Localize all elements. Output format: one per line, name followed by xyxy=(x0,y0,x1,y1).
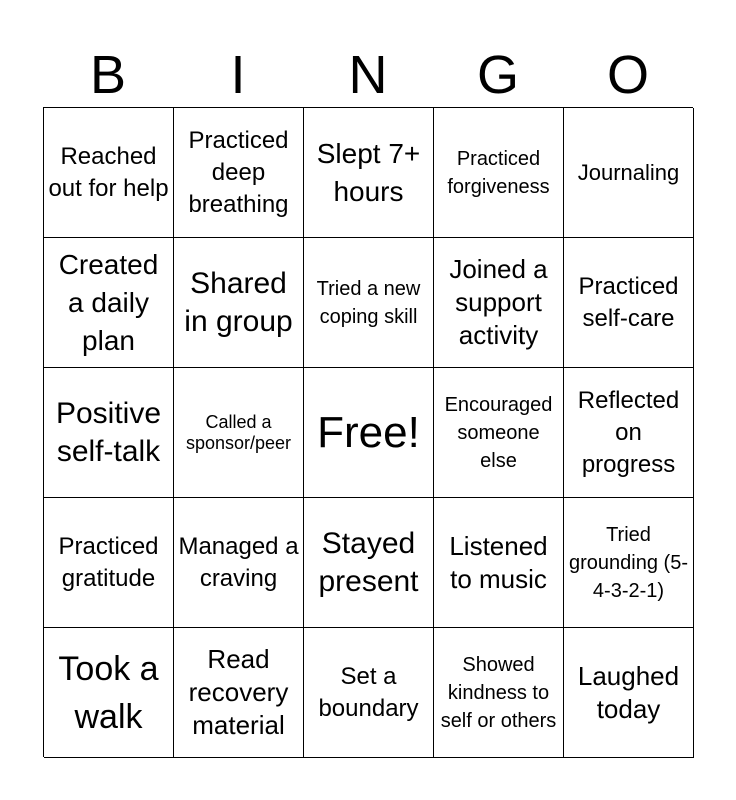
bingo-cell[interactable] xyxy=(434,628,564,758)
bingo-board xyxy=(43,107,693,757)
cell-text: Showed kindness to self or others xyxy=(440,653,557,732)
bingo-cell[interactable] xyxy=(174,368,304,498)
cell-text: Set a boundary xyxy=(318,662,419,722)
cell-text: Created a daily plan xyxy=(58,248,159,356)
bingo-cell[interactable] xyxy=(174,628,304,758)
bingo-cell[interactable] xyxy=(44,108,174,238)
cell-text: Practiced forgiveness xyxy=(447,147,550,198)
bingo-cell[interactable] xyxy=(434,108,564,238)
header-letter-b: B xyxy=(89,45,127,105)
cell-text: Reached out for help xyxy=(48,142,169,202)
bingo-cell[interactable] xyxy=(44,238,174,368)
header-letter-n: N xyxy=(348,45,388,105)
bingo-header xyxy=(43,45,693,105)
bingo-cell[interactable] xyxy=(434,238,564,368)
cell-text: Took a walk xyxy=(58,649,159,736)
cell-text: Positive self-talk xyxy=(55,396,162,468)
cell-text: Tried grounding (5-4-3-2-1) xyxy=(569,523,688,602)
header-letter-o: O xyxy=(606,45,649,105)
bingo-cell[interactable] xyxy=(304,628,434,758)
cell-text: Tried a new coping skill xyxy=(316,277,421,328)
bingo-cell[interactable] xyxy=(44,628,174,758)
cell-text: Called a sponsor/peer xyxy=(185,411,292,453)
bingo-cell[interactable] xyxy=(434,368,564,498)
cell-text: Practiced gratitude xyxy=(58,532,159,592)
bingo-cell[interactable] xyxy=(304,498,434,628)
cell-text: Managed a craving xyxy=(178,532,299,592)
cell-text: Slept 7+ hours xyxy=(316,137,421,207)
bingo-cell[interactable] xyxy=(564,628,694,758)
bingo-cell[interactable] xyxy=(174,238,304,368)
bingo-cell[interactable] xyxy=(174,108,304,238)
bingo-cell[interactable] xyxy=(304,108,434,238)
cell-text: Practiced self-care xyxy=(578,272,679,332)
cell-text: Reflected on progress xyxy=(577,386,680,478)
bingo-cell[interactable] xyxy=(564,108,694,238)
bingo-cell[interactable] xyxy=(434,498,564,628)
bingo-cell[interactable] xyxy=(44,368,174,498)
cell-text: Journaling xyxy=(577,159,680,185)
cell-text: Laughed today xyxy=(577,660,680,724)
free-space-label: Free! xyxy=(317,407,420,457)
bingo-cell[interactable] xyxy=(564,238,694,368)
bingo-cell[interactable] xyxy=(304,238,434,368)
cell-text: Encouraged someone else xyxy=(444,393,553,472)
cell-text: Listened to music xyxy=(449,530,548,594)
cell-text: Stayed present xyxy=(318,526,419,598)
header-letter-i: I xyxy=(230,45,246,105)
bingo-cell[interactable] xyxy=(564,498,694,628)
cell-text: Practiced deep breathing xyxy=(188,126,289,218)
header-letter-g: G xyxy=(476,45,519,105)
cell-text: Shared in group xyxy=(184,266,293,338)
bingo-cell[interactable] xyxy=(564,368,694,498)
bingo-cell[interactable] xyxy=(44,498,174,628)
bingo-cell[interactable] xyxy=(174,498,304,628)
cell-text: Read recovery material xyxy=(188,644,289,740)
cell-text: Joined a support activity xyxy=(449,254,548,350)
free-space[interactable] xyxy=(304,368,434,498)
